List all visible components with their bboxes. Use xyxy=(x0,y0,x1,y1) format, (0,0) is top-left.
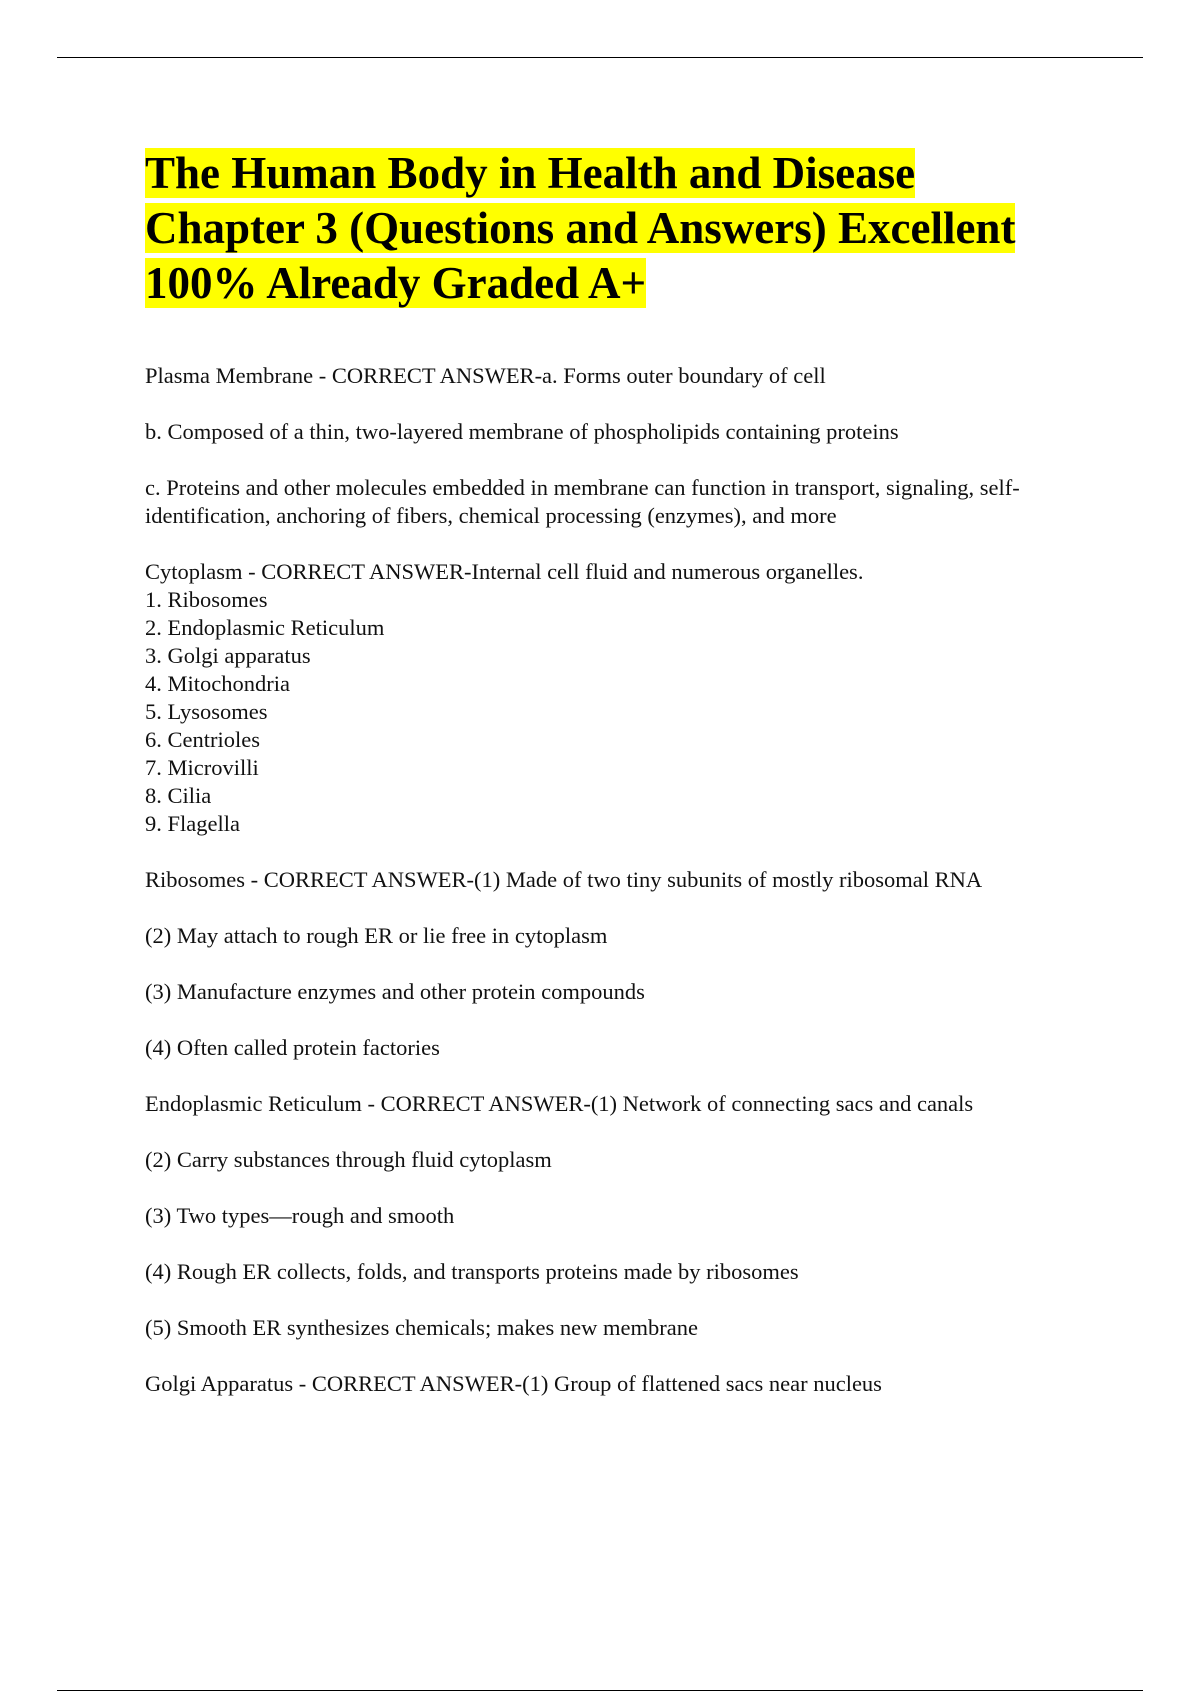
organelle-list xyxy=(145,586,1105,838)
list-item: 1. Ribosomes xyxy=(145,587,268,612)
bottom-rule xyxy=(57,1690,1143,1691)
title-line-2: Chapter 3 (Questions and Answers) Excellent xyxy=(145,203,1016,253)
er-answer-5: (5) Smooth ER synthesizes chemicals; makes new membrane xyxy=(145,1315,698,1340)
er-answer-4: (4) Rough ER collects, folds, and transports proteins made by ribosomes xyxy=(145,1259,799,1284)
list-item: 3. Golgi apparatus xyxy=(145,643,311,668)
list-item: 7. Microvilli xyxy=(145,755,259,780)
ribosomes-answer-1: Ribosomes - CORRECT ANSWER-(1) Made of two tiny subunits of mostly ribosomal RNA xyxy=(145,867,983,892)
top-rule xyxy=(57,57,1143,58)
plasma-membrane-answer-b: b. Composed of a thin, two-layered membrane of phospholipids containing proteins xyxy=(145,419,899,444)
ribosomes-answer-4: (4) Often called protein factories xyxy=(145,1035,440,1060)
ribosomes-answer-2: (2) May attach to rough ER or lie free in cytoplasm xyxy=(145,923,608,948)
document-title xyxy=(145,146,1105,311)
cytoplasm-answer: Cytoplasm - CORRECT ANSWER-Internal cell fluid and numerous organelles. xyxy=(145,559,864,584)
list-item: 4. Mitochondria xyxy=(145,671,290,696)
er-answer-2: (2) Carry substances through fluid cytoplasm xyxy=(145,1147,552,1172)
title-line-1: The Human Body in Health and Disease xyxy=(145,148,916,198)
plasma-membrane-answer-a: Plasma Membrane - CORRECT ANSWER-a. Forms outer boundary of cell xyxy=(145,363,826,388)
er-answer-3: (3) Two types—rough and smooth xyxy=(145,1203,455,1228)
list-item: 6. Centrioles xyxy=(145,727,260,752)
list-item: 5. Lysosomes xyxy=(145,699,268,724)
list-item: 8. Cilia xyxy=(145,783,212,808)
document-page xyxy=(145,146,1105,1426)
list-item: 9. Flagella xyxy=(145,811,240,836)
ribosomes-answer-3: (3) Manufacture enzymes and other protein compounds xyxy=(145,979,645,1004)
er-answer-1: Endoplasmic Reticulum - CORRECT ANSWER-(1) Network of connecting sacs and canals xyxy=(145,1091,974,1116)
plasma-membrane-answer-c: c. Proteins and other molecules embedded in membrane can function in transport, signaling, self-identification, anchoring of fibers, chemical processing (enzymes), and more xyxy=(145,475,1020,528)
document-body xyxy=(145,362,1105,1398)
list-item: 2. Endoplasmic Reticulum xyxy=(145,615,385,640)
golgi-answer-1: Golgi Apparatus - CORRECT ANSWER-(1) Group of flattened sacs near nucleus xyxy=(145,1371,882,1396)
title-line-3: 100% Already Graded A+ xyxy=(145,258,647,308)
